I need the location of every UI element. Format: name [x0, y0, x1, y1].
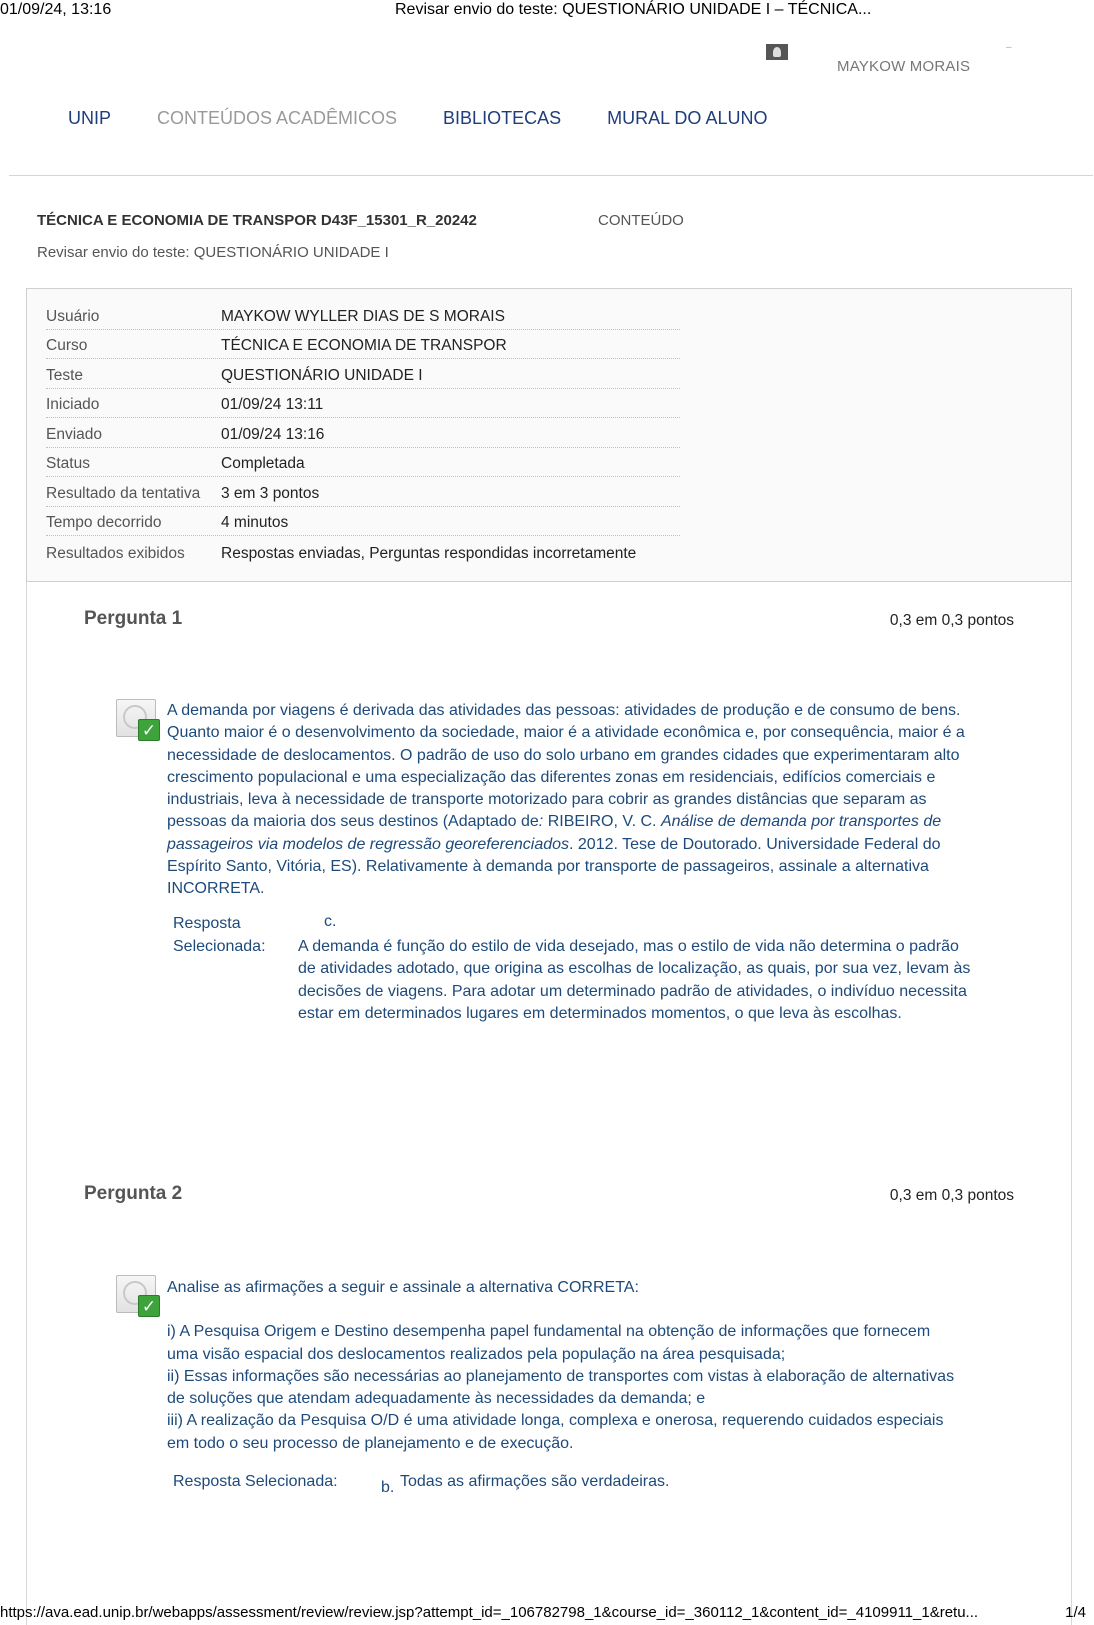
question-text-part: . 2012. Tese de Doutorado. Universidade Federal do Espírito Santo, Vitória, ES). Relativamente à demanda por transporte de passageiros, assinale a alternativa INCORRETA. — [167, 835, 941, 898]
correct-answer-icon — [116, 1275, 160, 1317]
content-link[interactable]: CONTEÚDO — [598, 212, 684, 229]
selected-answer: Todas as afirmações são verdadeiras. — [400, 1473, 670, 1490]
answer-label: Resposta Selecionada: — [173, 1473, 338, 1490]
question-score: 0,3 em 0,3 pontos — [889, 1187, 1014, 1204]
info-label: Enviado — [46, 425, 103, 443]
question-text-citation-author: RIBEIRO, V. C. — [547, 813, 657, 831]
info-value: MAYKOW WYLLER DIAS DE S MORAIS — [221, 307, 505, 325]
nav-unip[interactable]: UNIP — [68, 108, 112, 128]
info-label: Usuário — [46, 307, 100, 325]
print-header — [0, 0, 1094, 24]
breadcrumb: Revisar envio do teste: QUESTIONÁRIO UNIDADE I — [37, 244, 389, 261]
nav-bibliotecas[interactable]: BIBLIOTECAS — [443, 108, 562, 128]
info-row — [46, 477, 680, 507]
user-menu-separator: – — [1006, 42, 1012, 53]
info-label: Resultado da tentativa — [46, 484, 201, 502]
info-row — [46, 536, 680, 566]
print-url: https://ava.ead.unip.br/webapps/assessment/review/review.jsp?attempt_id=_106782798_1&course_id=_360112_1&content_id=_4109911_1&retu... — [0, 1604, 979, 1621]
avatar[interactable] — [766, 44, 788, 60]
info-value: 3 em 3 pontos — [221, 484, 320, 502]
question-text — [167, 700, 979, 901]
info-row — [46, 300, 680, 330]
user-name[interactable]: MAYKOW MORAIS — [837, 58, 971, 75]
nav-mural-do-aluno[interactable]: MURAL DO ALUNO — [607, 108, 768, 128]
answer-label: Resposta — [173, 915, 241, 932]
info-row — [46, 359, 680, 389]
question-text-part: A demanda por viagens é derivada das atividades das pessoas: atividades de produção e de consumo de bens. Quanto maior é o desenvolvimento da sociedade, maior é a atividade econômica e, por consequência, maior é a necessidade de deslocamentos. O padrão de uso do solo urbano em grandes cidades que experimentaram alto crescimento populacional e uma especialização das diferentes zonas em residenciais, edifícios comerciais e industriais, leva à necessidade de transporte motorizado para cobrir as grandes distâncias que separam as pessoas da maioria dos seus destinos (Adaptado de — [167, 702, 965, 831]
info-label: Tempo decorrido — [46, 514, 162, 531]
course-title[interactable]: TÉCNICA E ECONOMIA DE TRANSPOR D43F_15301_R_20242 — [37, 212, 477, 229]
info-value: 4 minutos — [221, 514, 289, 531]
statement: ii) Essas informações são necessárias ao planejamento de transportes com vistas à elaboração de alternativas de soluções que atendam adequadamente às necessidades da demanda; e — [167, 1367, 955, 1408]
answer-letter: c. — [324, 913, 337, 930]
print-page-number: 1/4 — [1065, 1604, 1086, 1621]
question-text-citation-title: Análise de demanda por transportes de passageiros via modelos de regressão georeferenciados — [167, 813, 942, 853]
info-row — [46, 389, 680, 419]
info-value: TÉCNICA E ECONOMIA DE TRANSPOR — [221, 337, 507, 354]
statement: iii) A realização da Pesquisa O/D é uma atividade longa, complexa e onerosa, requerendo cuidados especiais em todo o seu processo de planejamento e de execução. — [167, 1412, 944, 1452]
attempt-info-table — [46, 300, 680, 566]
question-intro: Analise as afirmações a seguir e assinale a alternativa CORRETA: — [167, 1279, 639, 1296]
info-label: Teste — [46, 366, 84, 384]
question-score: 0,3 em 0,3 pontos — [889, 612, 1014, 629]
info-value: QUESTIONÁRIO UNIDADE I — [221, 366, 423, 384]
info-row — [46, 330, 680, 360]
correct-answer-icon — [116, 699, 160, 741]
question-text — [167, 1277, 957, 1455]
info-label: Curso — [46, 337, 88, 354]
checkmark-icon: ✓ — [138, 1295, 160, 1317]
checkmark-icon: ✓ — [138, 719, 160, 741]
print-datetime: 01/09/24, 13:16 — [0, 1, 112, 18]
question-title: Pergunta 1 — [84, 608, 183, 629]
info-value: Respostas enviadas, Perguntas respondidas incorretamente — [221, 544, 637, 562]
print-footer — [0, 1602, 1094, 1625]
nav-divider — [9, 175, 1093, 176]
user-menu[interactable] — [760, 40, 1060, 80]
info-value: 01/09/24 13:11 — [221, 396, 324, 413]
top-navigation — [68, 108, 813, 136]
question-title: Pergunta 2 — [84, 1183, 183, 1204]
answer-letter: b. — [381, 1479, 395, 1496]
nav-conteudos-academicos[interactable]: CONTEÚDOS ACADÊMICOS — [157, 108, 398, 128]
print-title: Revisar envio do teste: QUESTIONÁRIO UNIDADE I – TÉCNICA... — [395, 1, 872, 18]
answer-label: Selecionada: — [173, 938, 266, 955]
info-value: Completada — [221, 455, 305, 472]
statement: i) A Pesquisa Origem e Destino desempenha papel fundamental na obtenção de informações que fornecem uma visão espacial dos deslocamentos realizados pela população na área pesquisada; — [167, 1323, 931, 1363]
selected-answer: A demanda é função do estilo de vida desejado, mas o estilo de vida não determina o padrão de atividades adotado, que origina as escolhas de localização, as quais, por sua vez, levam às decisões de viagens. Para adotar um determinado padrão de atividades, o indivíduo necessita estar em determinados lugares em determinados momentos, o que leva às escolhas. — [298, 938, 971, 1022]
info-label: Iniciado — [46, 396, 100, 413]
info-label: Status — [46, 455, 90, 472]
info-row — [46, 448, 680, 478]
info-value: 01/09/24 13:16 — [221, 425, 325, 443]
question-text-colon: : — [538, 813, 544, 831]
info-row — [46, 418, 680, 448]
info-label: Resultados exibidos — [46, 544, 185, 562]
info-row — [46, 507, 680, 537]
